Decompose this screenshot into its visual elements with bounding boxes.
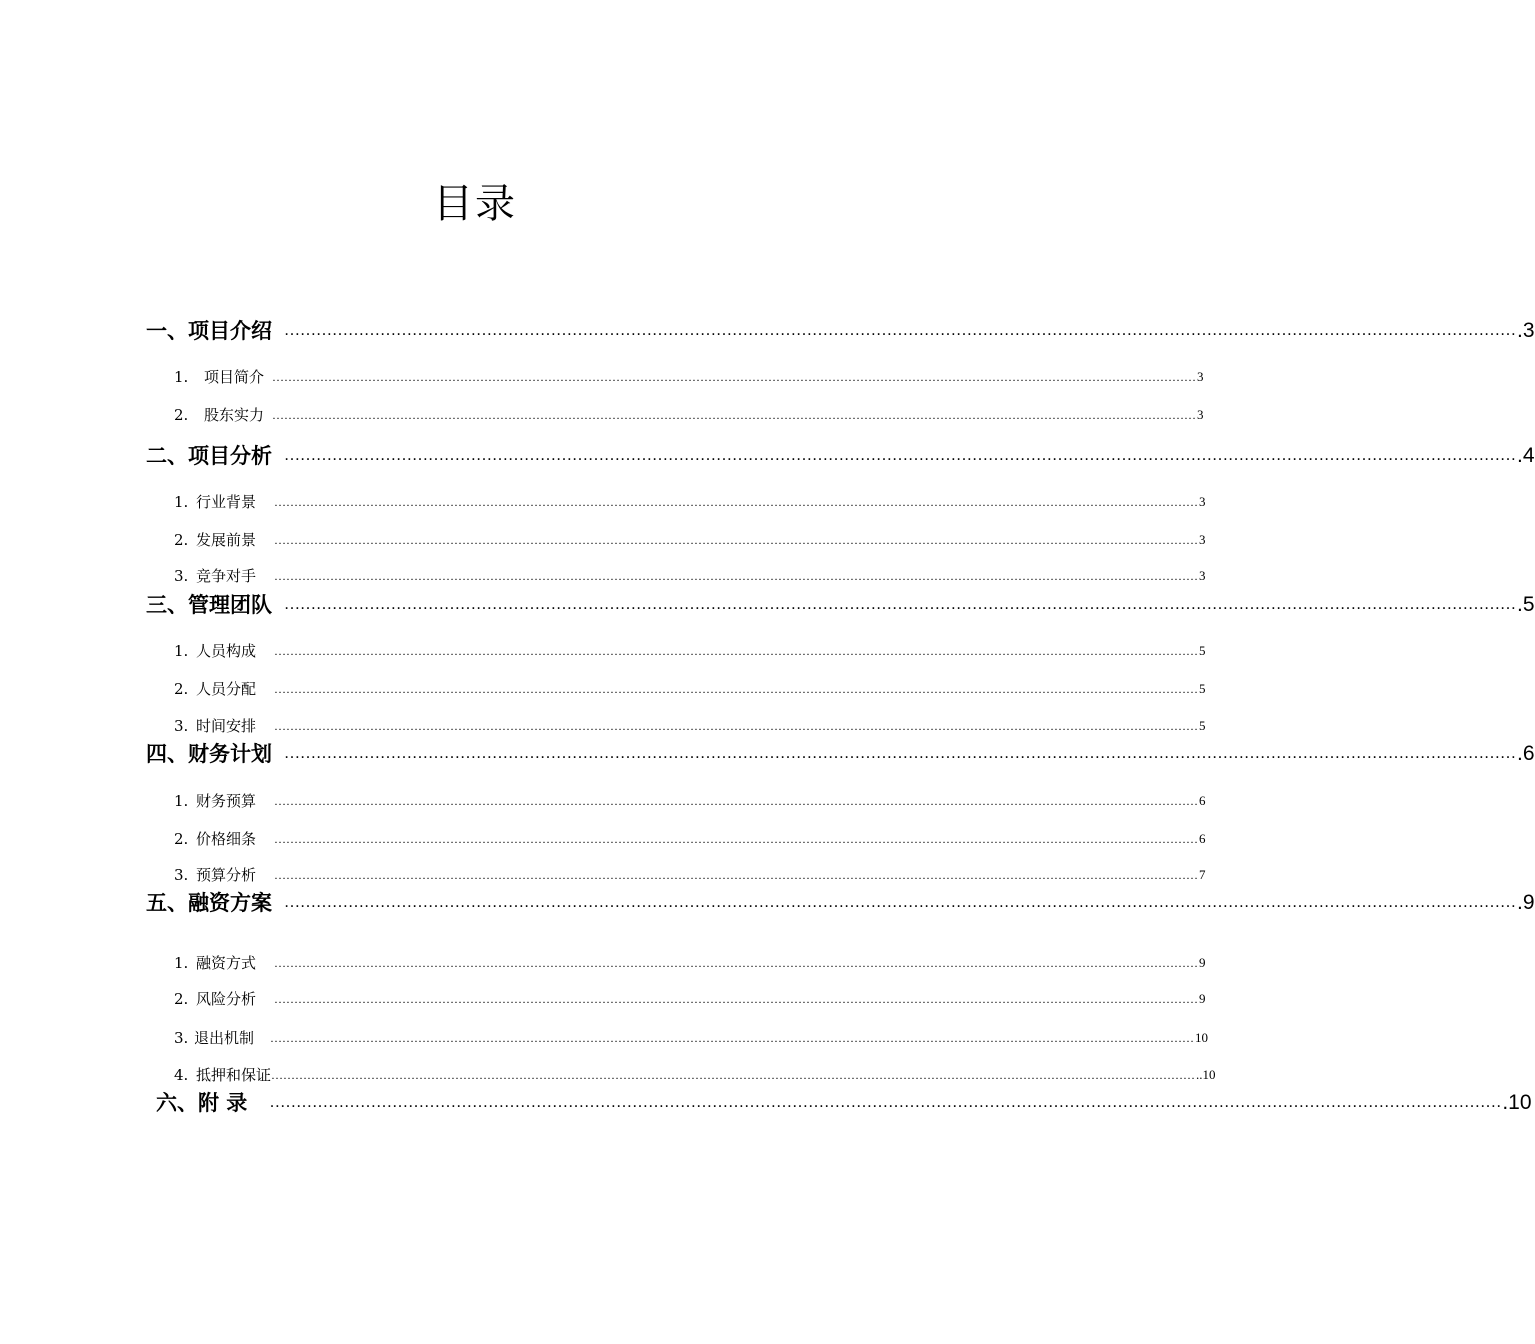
toc-item-label [174,1064,271,1086]
toc-item-index: 3. [174,866,189,884]
toc-item-text: 人员构成 [196,642,257,660]
toc-item-5-3[interactable] [174,1027,1209,1049]
toc-item-text: 项目简介 [204,368,265,386]
toc-page-number: 5 [1199,718,1206,733]
toc-section-label: 四、财务计划 [146,742,272,766]
toc-item-label [174,678,256,700]
toc-item-4-1[interactable] [174,790,1206,812]
toc-item-index: 2. [174,990,189,1008]
toc-section-2[interactable] [146,441,1535,471]
toc-item-index: 2. [174,680,189,698]
toc-item-index: 3. [174,1029,189,1047]
toc-item-index: 2. [174,406,189,424]
toc-item-label [174,404,264,426]
toc-item-index: 2. [174,830,189,848]
toc-leader: …………………………………………………………………………………………………………………………………………………………………………………………………………… [274,495,1199,509]
toc-page-number: 3 [1199,532,1206,547]
toc-section-label: 三、管理团队 [146,593,272,617]
toc-item-4-3[interactable] [174,864,1206,886]
toc-leader: …………………………………………………………………………………………………………………………………………………………………………………………………………… [274,569,1199,583]
toc-item-2-3[interactable] [174,565,1206,587]
toc-item-label [174,640,256,662]
toc-item-text: 竞争对手 [196,567,257,585]
toc-page-number: 9 [1199,955,1206,970]
toc-leader: …………………………………………………………………………………………………………………………………………………………………………………………………………… [284,745,1516,762]
toc-page-number: 3 [1197,407,1204,422]
toc-page-number: 6 [1199,793,1206,808]
toc-leader: …………………………………………………………………………………………………………………………………………………………………………………………………………… [274,719,1199,733]
toc-item-4-2[interactable] [174,828,1206,850]
toc-item-text: 人员分配 [196,680,257,698]
toc-page-number: 5 [1199,643,1206,658]
toc-page-number: 7 [1199,867,1206,882]
toc-section-1[interactable] [146,316,1535,346]
toc-leader: …………………………………………………………………………………………………………………………………………………………………………………………………………… [284,894,1516,911]
toc-page-number: 6 [1199,831,1206,846]
toc-item-label [174,790,256,812]
toc-leader: …………………………………………………………………………………………………………………………………………………………………………………………………………… [274,832,1199,846]
toc-page-number: 10 [1195,1030,1209,1045]
toc-item-text: 时间安排 [196,717,257,735]
toc-page-number: .6 [1517,742,1535,765]
toc-leader: …………………………………………………………………………………………………………………………………………………………………………………………………………… [284,322,1516,339]
toc-item-index: 3. [174,717,189,735]
toc-item-2-1[interactable] [174,491,1206,513]
toc-item-label [174,828,256,850]
toc-item-label [174,491,256,513]
toc-item-5-2[interactable] [174,988,1206,1010]
toc-page-number: 3 [1199,494,1206,509]
toc-page-number: .9 [1517,891,1535,914]
toc-item-1-1[interactable] [174,366,1204,388]
toc-item-5-1[interactable] [174,952,1206,974]
toc-leader: …………………………………………………………………………………………………………………………………………………………………………………………………………… [269,1094,1502,1111]
toc-item-text: 退出机制 [194,1029,255,1047]
toc-leader: …………………………………………………………………………………………………………………………………………………………………………………………………………… [272,408,1197,422]
toc-item-label [174,1027,254,1049]
toc-item-text: 风险分析 [196,990,257,1008]
toc-leader: …………………………………………………………………………………………………………………………………………………………………………………………………………… [274,644,1199,658]
toc-leader: …………………………………………………………………………………………………………………………………………………………………………………………………………… [274,533,1199,547]
toc-item-5-4[interactable] [174,1064,1216,1086]
toc-item-index: 1. [174,642,189,660]
toc-page-number: .5 [1517,593,1535,616]
toc-leader: …………………………………………………………………………………………………………………………………………………………………………………………………………… [274,682,1199,696]
toc-item-index: 1. [174,368,189,386]
toc-item-index: 2. [174,531,189,549]
toc-item-index: 1. [174,954,189,972]
toc-section-label: 五、融资方案 [146,891,272,915]
toc-item-1-2[interactable] [174,404,1204,426]
toc-leader: …………………………………………………………………………………………………………………………………………………………………………………………………………… [274,992,1199,1006]
toc-item-index: 1. [174,792,189,810]
toc-page-number: 3 [1199,568,1206,583]
toc-item-index: 4. [174,1066,189,1084]
toc-leader: …………………………………………………………………………………………………………………………………………………………………………………………………………… [284,596,1516,613]
toc-item-label [174,864,256,886]
toc-item-3-2[interactable] [174,678,1206,700]
toc-page-number: .4 [1517,444,1535,467]
toc-page-number: .10 [1502,1091,1532,1114]
toc-section-label: 二、项目分析 [146,444,272,468]
toc-leader: …………………………………………………………………………………………………………………………………………………………………………………………………………… [270,1031,1195,1045]
toc-item-text: 抵押和保证 [196,1066,272,1084]
toc-item-3-3[interactable] [174,715,1206,737]
toc-item-text: 行业背景 [196,493,257,511]
toc-page-number: ..10 [1196,1067,1216,1082]
toc-item-label [174,366,264,388]
toc-leader: …………………………………………………………………………………………………………………………………………………………………………………………………………… [274,868,1199,882]
toc-item-index: 1. [174,493,189,511]
toc-item-label [174,988,256,1010]
toc-item-index: 3. [174,567,189,585]
toc-page-number: 9 [1199,991,1206,1006]
toc-leader: …………………………………………………………………………………………………………………………………………………………………………………………………………… [271,1068,1196,1082]
toc-leader: …………………………………………………………………………………………………………………………………………………………………………………………………………… [284,447,1516,464]
toc-item-text: 预算分析 [196,866,257,884]
toc-item-label [174,565,256,587]
toc-item-label [174,529,256,551]
toc-page-number: 3 [1197,369,1204,384]
toc-page-number: .3 [1517,319,1535,342]
page-title: 目录 [433,181,517,227]
toc-item-label [174,952,256,974]
toc-section-5[interactable] [146,888,1535,918]
toc-item-text: 发展前景 [196,531,257,549]
toc-section-label: 六、附 录 [156,1091,248,1115]
toc-item-2-2[interactable] [174,529,1206,551]
toc-page-number: 5 [1199,681,1206,696]
toc-item-label [174,715,256,737]
toc-section-6[interactable] [156,1088,1532,1118]
toc-item-text: 财务预算 [196,792,257,810]
toc-item-text: 价格细条 [196,830,257,848]
toc-leader: …………………………………………………………………………………………………………………………………………………………………………………………………………… [272,370,1197,384]
toc-section-3[interactable] [146,590,1535,620]
toc-section-label: 一、项目介绍 [146,319,272,343]
toc-item-text: 股东实力 [204,406,265,424]
toc-item-text: 融资方式 [196,954,257,972]
toc-section-4[interactable] [146,739,1535,769]
toc-leader: …………………………………………………………………………………………………………………………………………………………………………………………………………… [274,794,1199,808]
toc-leader: …………………………………………………………………………………………………………………………………………………………………………………………………………… [274,956,1199,970]
toc-item-3-1[interactable] [174,640,1206,662]
